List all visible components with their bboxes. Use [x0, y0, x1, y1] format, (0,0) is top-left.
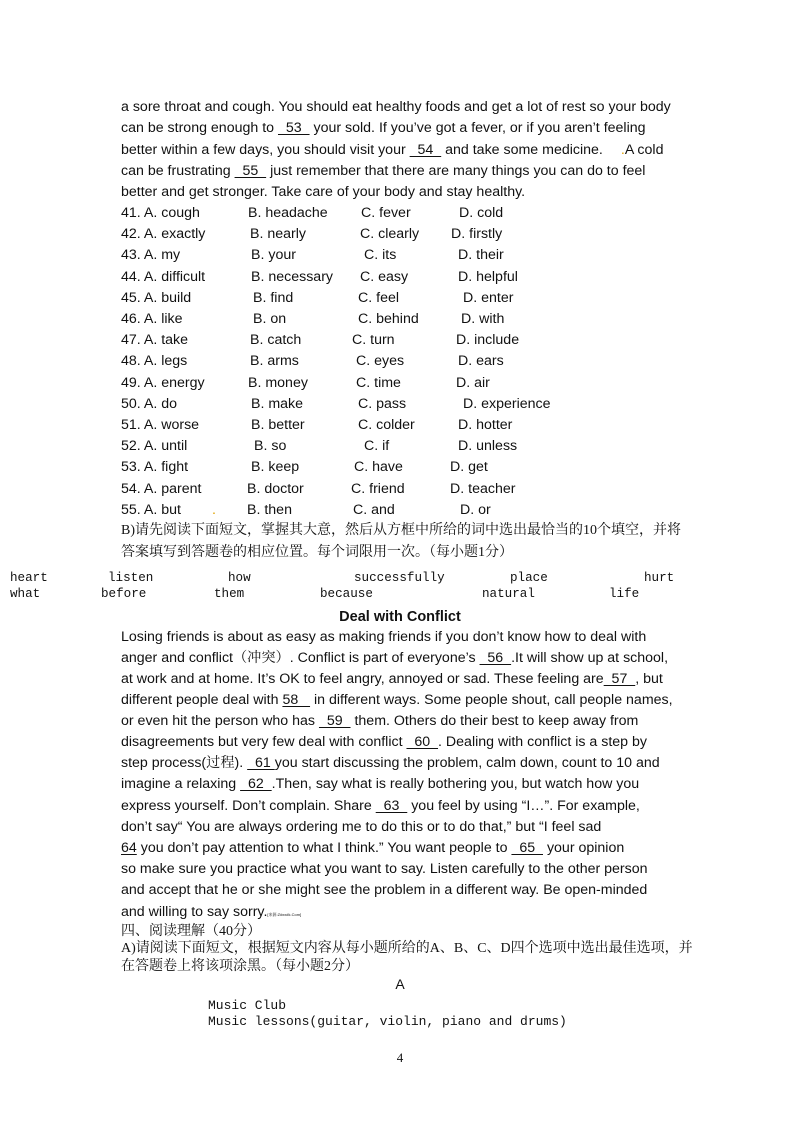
passage-line: 64 you don’t pay attention to what I think.” You want people to 65 your opinion: [121, 838, 624, 859]
question-option-b: B. make: [251, 395, 304, 412]
question-option-d: D. with: [461, 311, 505, 327]
question-option-a: 54. A. parent: [121, 480, 202, 497]
question-option-d: D. cold: [459, 205, 504, 221]
page-number: 4: [396, 1050, 404, 1065]
passage-line: better within a few days, you should visit your 54 and take some medicine. .A cold: [121, 140, 663, 161]
passage-line: better and get stronger. Take care of your body and stay healthy.: [121, 184, 526, 200]
question-option-c: C. friend: [351, 480, 405, 497]
blank-59: 59: [318, 713, 351, 729]
word-bank-item: life: [609, 587, 640, 601]
question-option-a: 50. A. do: [121, 395, 178, 412]
question-option-b: B. your: [251, 247, 296, 264]
passage-line: imagine a relaxing 62 .Then, say what is really bothering you, but watch how you: [121, 774, 639, 795]
word-bank-item: place: [510, 571, 548, 585]
blank-61: 61: [247, 755, 275, 771]
music-club-heading: Music Club: [208, 998, 287, 1013]
question-option-c: C. fever: [361, 205, 411, 221]
section-instruction: A)请阅读下面短文，根据短文内容从每小题所给的A、B、C、D四个选项中选出最佳选项，并: [121, 941, 693, 956]
passage-line: can be strong enough to 53 your sold. If you’ve got a fever, or if you aren’t feeling: [121, 118, 646, 139]
source-mark: [来源:Z#xx#k.Com]: [267, 912, 302, 917]
question-option-b: B. necessary: [251, 268, 334, 285]
question-option-a: 53. A. fight: [121, 459, 189, 476]
question-option-c: C. clearly: [360, 226, 420, 243]
question-option-d: D. air: [456, 374, 490, 391]
question-option-c: C. eyes: [356, 353, 405, 370]
question-option-d: D. their: [458, 247, 504, 264]
question-option-a: 43. A. my: [121, 247, 181, 264]
question-option-c: C. colder: [358, 417, 415, 433]
passage-line: express yourself. Don’t complain. Share 63 you feel by using “I…”. For example,: [121, 796, 640, 817]
passage-line: and willing to say sorry.[来源:Z#xx#k.Com]: [121, 904, 302, 920]
blank-60: 60: [406, 734, 439, 750]
question-option-a: 45. A. build: [121, 289, 192, 306]
question-option-a: 52. A. until: [121, 438, 188, 455]
word-bank-item: natural: [482, 587, 535, 601]
word-bank-item: what: [10, 587, 41, 601]
question-option-d: D. firstly: [451, 226, 503, 243]
blank-64: 64: [121, 840, 137, 856]
music-lessons-line: Music lessons(guitar, violin, piano and drums): [208, 1014, 567, 1029]
question-option-a: 49. A. energy: [121, 374, 205, 391]
word-bank-item: successfully: [354, 571, 445, 585]
word-bank-item: them: [214, 587, 245, 601]
passage-line: and accept that he or she might see the problem in a different way. Be open-minded: [121, 882, 648, 898]
question-option-a: 42. A. exactly: [121, 226, 206, 243]
blank-54: 54: [409, 142, 442, 158]
word-bank-item: before: [101, 587, 147, 601]
passage-line: at work and at home. It’s OK to feel angry, annoyed or sad. These feeling are 57 , but: [121, 669, 663, 690]
word-bank-item: listen: [108, 571, 154, 585]
question-option-c: C. have: [354, 459, 403, 476]
blank-63: 63: [375, 798, 408, 814]
question-option-b: B. on: [253, 311, 287, 327]
question-option-d: D. get: [450, 459, 488, 476]
question-option-b: B. money: [248, 374, 308, 391]
question-option-b: B. so: [254, 438, 287, 455]
question-option-a: 46. A. like: [121, 311, 183, 327]
question-option-a: 48. A. legs: [121, 353, 188, 370]
question-option-b: B. then: [247, 501, 292, 518]
passage-line: or even hit the person who has 59 them. Others do their best to keep away from: [121, 711, 638, 732]
question-option-c: C. time: [356, 374, 401, 391]
question-option-b: B. catch: [250, 332, 302, 349]
passage-line: anger and conflict（冲突）. Conflict is part of everyone’s 56 .It will show up at school,: [121, 648, 668, 669]
passage-line: Losing friends is about as easy as making friends if you don’t know how to deal with: [121, 629, 647, 645]
blank-58: 58: [282, 692, 311, 708]
question-option-a: 55. A. but: [121, 501, 181, 518]
question-option-a: 51. A. worse: [121, 417, 200, 433]
blank-55: 55: [234, 163, 267, 179]
question-option-b: B. find: [253, 289, 294, 306]
passage-line: don’t say“ You are always ordering me to do this or to do that,” but “I feel sad: [121, 819, 606, 835]
section-instruction: 在答题卷上将该项涂黑。（每小题2分）: [121, 959, 359, 974]
passage-line: a sore throat and cough. You should eat healthy foods and get a lot of rest so your body: [121, 99, 671, 115]
word-bank-item: because: [320, 587, 373, 601]
blank-57: 57: [603, 671, 636, 687]
question-option-b: B. arms: [250, 353, 299, 370]
question-option-c: C. easy: [360, 268, 409, 285]
question-option-a: 41. A. cough: [121, 205, 200, 221]
question-option-d: D. unless: [458, 438, 518, 455]
question-option-d: D. enter: [463, 289, 514, 306]
passage-title: Deal with Conflict: [339, 609, 461, 625]
question-option-b: B. keep: [251, 459, 300, 476]
passage-line: so make sure you practice what you want to say. Listen carefully to the other person: [121, 861, 648, 877]
question-option-d: D. or: [460, 501, 491, 518]
word-bank-item: heart: [10, 571, 48, 585]
word-bank-item: how: [228, 571, 251, 585]
question-option-b: B. better: [251, 417, 305, 433]
word-bank-item: hurt: [644, 571, 675, 585]
question-option-c: C. and: [353, 501, 395, 518]
question-option-c: C. its: [364, 247, 397, 264]
question-option-d: D. teacher: [450, 480, 516, 497]
passage-line: can be frustrating 55 just remember that there are many things you can do to feel: [121, 161, 645, 182]
question-option-c: C. if: [364, 438, 390, 455]
passage-line: disagreements but very few deal with conflict 60 . Dealing with conflict is a step by: [121, 732, 647, 753]
blank-62: 62: [240, 776, 272, 792]
part-letter: A: [395, 976, 405, 992]
passage-line: different people deal with 58 in different ways. Some people shout, call people names,: [121, 690, 673, 711]
section-b-instruction: B)请先阅读下面短文，掌握其大意，然后从方框中所给的词中选出最恰当的10个填空，并将: [121, 523, 681, 538]
question-option-d: D. include: [456, 332, 520, 349]
question-option-a: 44. A. difficult: [121, 268, 206, 285]
question-option-d: D. helpful: [458, 268, 518, 285]
question-option-c: C. turn: [352, 332, 395, 349]
section-heading: 四、阅读理解（40分）: [121, 924, 261, 939]
section-b-instruction: 答案填写到答题卷的相应位置。每个词限用一次。（每小题1分）: [121, 545, 513, 560]
blank-56: 56: [479, 650, 512, 666]
question-option-d: D. experience: [463, 395, 551, 412]
question-option-b: B. nearly: [250, 226, 306, 243]
question-option-b: B. doctor: [247, 480, 304, 497]
question-option-b: B. headache: [248, 205, 328, 221]
question-option-c: C. pass: [358, 395, 407, 412]
blank-53: 53: [277, 120, 310, 136]
question-option-c: C. feel: [358, 289, 400, 306]
question-option-d: D. ears: [458, 353, 504, 370]
question-option-a: 47. A. take: [121, 332, 189, 349]
question-option-d: D. hotter: [458, 417, 513, 433]
question-option-c: C. behind: [358, 311, 419, 327]
blank-65: 65: [511, 840, 543, 856]
decorative-dot: .: [212, 501, 216, 518]
passage-line: step process(过程). 61 you start discussing the problem, calm down, count to 10 and: [121, 753, 660, 774]
